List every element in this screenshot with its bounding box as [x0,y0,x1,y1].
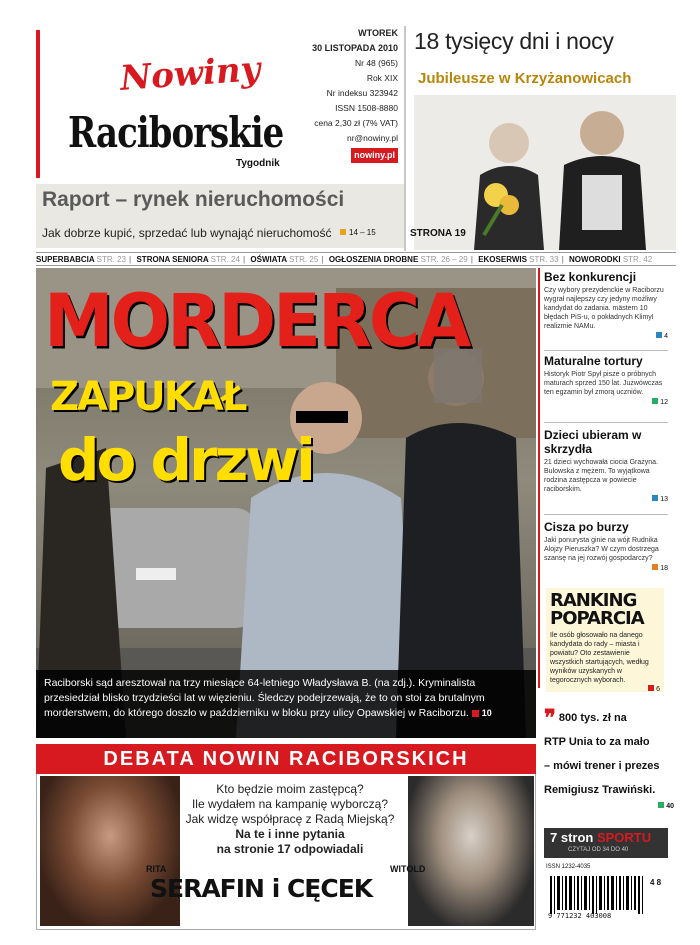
sport-band[interactable] [544,828,668,858]
teaser-page: 4 [544,332,668,340]
page-marker-icon [652,398,658,404]
teaser-dzieci[interactable] [544,428,668,503]
teaser-title: Cisza po burzy [544,520,629,534]
ranking-title-1: RANKING [550,590,637,611]
raport-strona: STRONA 19 [410,228,466,239]
headline-morderca[interactable]: MORDERCA [44,277,469,365]
teaser-bez-konkurencji[interactable] [544,270,668,340]
page-marker-icon [652,495,658,501]
debata-names[interactable]: SERAFIN i CĘCEK [150,874,373,903]
debata-q5: na stronie 17 odpowiadali [216,842,364,856]
barcode [546,868,668,924]
column-divider [404,26,406,251]
page-marker-icon [656,332,662,338]
ranking-text: Ile osób głosowało na danego kandydata do rady – miasta i powiatu? Oto zestawienie wszystkich startujących, według wyników uzyskanych w tegorocznych wyborach. [550,632,649,684]
page-marker-icon [340,229,346,235]
masthead-rule [36,30,40,178]
raport-subtitle: Jak dobrze kupić, sprzedać lub wynająć nieruchomość [42,226,332,240]
logo-nowiny[interactable]: Nowiny [118,49,262,99]
divider [544,350,668,351]
photo-witold-cecek [408,776,534,926]
issue-date: 30 LISTOPADA 2010 [312,43,398,53]
barcode-issue: 4 8 [650,878,662,887]
raport-pages [340,228,376,237]
section-ogloszenia[interactable]: OGŁOSZENIA DROBNE STR. 26 – 29 [328,255,468,264]
headline-do-drzwi[interactable]: do drzwi [58,426,313,494]
debata-title[interactable]: DEBATA NOWIN RACIBORSKICH [36,744,536,774]
section-strona-seniora[interactable]: STRONA SENIORA STR. 24 [136,255,240,264]
page-marker-icon [648,685,654,691]
debata-questions [170,782,410,857]
sport-band-sub: CZYTAJ OD 34 DO 40 [568,847,629,853]
ranking-box[interactable] [546,588,664,692]
name-rita: RITA [146,864,167,874]
sport-line-4: Remigiusz Trawiński. [544,784,656,797]
anniversary-subtitle: Jubileusze w Krzyżanowicach [418,70,632,87]
raport-page-range: 14 – 15 [349,228,376,237]
debata-q2: Ile wydałem na kampanię wyborczą? [191,797,389,811]
teaser-title: Dzieci ubieram w skrzydła [544,428,642,456]
issue-year: Rok XIX [366,73,398,83]
quote-icon: ❞ [544,705,556,732]
photo-rita-serafin [40,776,180,926]
teaser-text: Historyk Piotr Spył pisze o próbnych maturach sprzed 150 lat. Jużwówczas ten egzamin był zmorą uczniów. [544,371,663,396]
ranking-title-2: POPARCIA [550,608,644,629]
raport-title[interactable]: Raport – rynek nieruchomości [42,188,345,211]
sport-teaser[interactable] [544,706,674,812]
teaser-title: Bez konkurencji [544,270,637,284]
issue-day: WTOREK [358,28,398,38]
issue-number: Nr 48 (965) [355,58,398,68]
anniversary-photo [414,95,676,250]
site-logo[interactable]: nowiny.pl [351,148,398,163]
main-caption [36,670,536,738]
name-witold: WITOLD [390,864,426,874]
barcode-digits: 9 771232 403008 [548,912,612,920]
debata-q3: Jak widzę współpracę z Radą Miejską? [185,812,395,826]
debata-q4: Na te i inne pytania [235,827,345,841]
logo-raciborskie[interactable]: Raciborskie [68,108,284,158]
couple-photo-icon [414,95,676,250]
issue-info [290,26,398,163]
teaser-text: Czy wybory prezydenckie w Raciborzu wygrał najlepszy czy jedyny możliwy kandydat do zadania. mästern 10 błędach PiS-u, o pokładnych KlimyI realizmie NAMu. [544,287,664,330]
teaser-maturalne-tortury[interactable] [544,354,668,406]
teaser-title: Maturalne tortury [544,354,643,368]
barcode-issn: ISSN 1232-4035 [546,864,591,870]
teaser-text: Jaki ponurysta ginie na wójt Rudnika Alojzy Pieruszka? W czym dostrzega szansę na jej rozwój gospodarczy? [544,537,659,562]
section-noworodki[interactable]: NOWORODKI STR. 42 [569,255,653,264]
teaser-page: 12 [544,398,668,406]
page-marker-icon [658,802,664,808]
ranking-page: 6 [550,685,660,693]
right-column-rule [538,268,540,688]
anniversary-title[interactable]: 18 tysięcy dni i nocy [414,28,614,54]
section-superbabcia[interactable]: SUPERBABCIA STR. 23 [36,255,126,264]
teaser-text: 21 dzieci wychowała ciocia Grażyna. Bulowska z mężem. To wyjątkowa rodzina zastępcza w powiecie raciborskim. [544,459,658,493]
teaser-page: 13 [544,495,668,503]
headline-zapukal[interactable]: ZAPUKAŁ [50,374,246,420]
sport-band-title: 7 stron SPORTU [550,830,652,845]
page-marker-icon [652,564,658,570]
issue-issn: ISSN 1508-8880 [335,103,398,113]
divider [544,422,668,423]
caption-page: 10 [472,708,492,718]
section-oswiata[interactable]: OŚWIATA STR. 25 [250,255,319,264]
teaser-page: 18 [544,564,668,572]
logo-tag: Tygodnik [236,158,280,169]
issue-email[interactable]: nr@nowiny.pl [347,133,398,143]
caption-text: Raciborski sąd aresztował na trzy miesiące 64-letniego Władysława B. (na zdj.). Kryminalista przesiedział blisko trzydzieści lat w więzieniu. Śledczy podejrzewają, że to on stoi za brutalnym morderstwem, do którego doszło w październiku w bloku przy ulicy Opawskiej w Raciborzu. [44,677,485,719]
sport-line-2: RTP Unia to za mało [544,736,650,749]
issue-index: Nr indeksu 323942 [326,88,398,98]
debata-q1: Kto będzie moim zastępcą? [216,782,364,796]
teaser-cisza-po-burzy[interactable] [544,520,668,572]
divider [544,514,668,515]
issue-price: cena 2,30 zł (7% VAT) [314,118,398,128]
sections-bar: SUPERBABCIA STR. 23 | STRONA SENIORA STR. 24 | OŚWIATA STR. 25 | OGŁOSZENIA DROBNE STR. 26 – 29 | EKOSERWIS STR. 33 | NOWORODKI STR. 42 [36,252,676,266]
sport-line-3: – mówi trener i prezes [544,760,660,773]
sport-line-1: 800 tys. zł na [558,712,627,724]
sport-page: 40 [544,802,674,812]
page-marker-icon [472,710,479,717]
section-ekoserwis[interactable]: EKOSERWIS STR. 33 [478,255,559,264]
